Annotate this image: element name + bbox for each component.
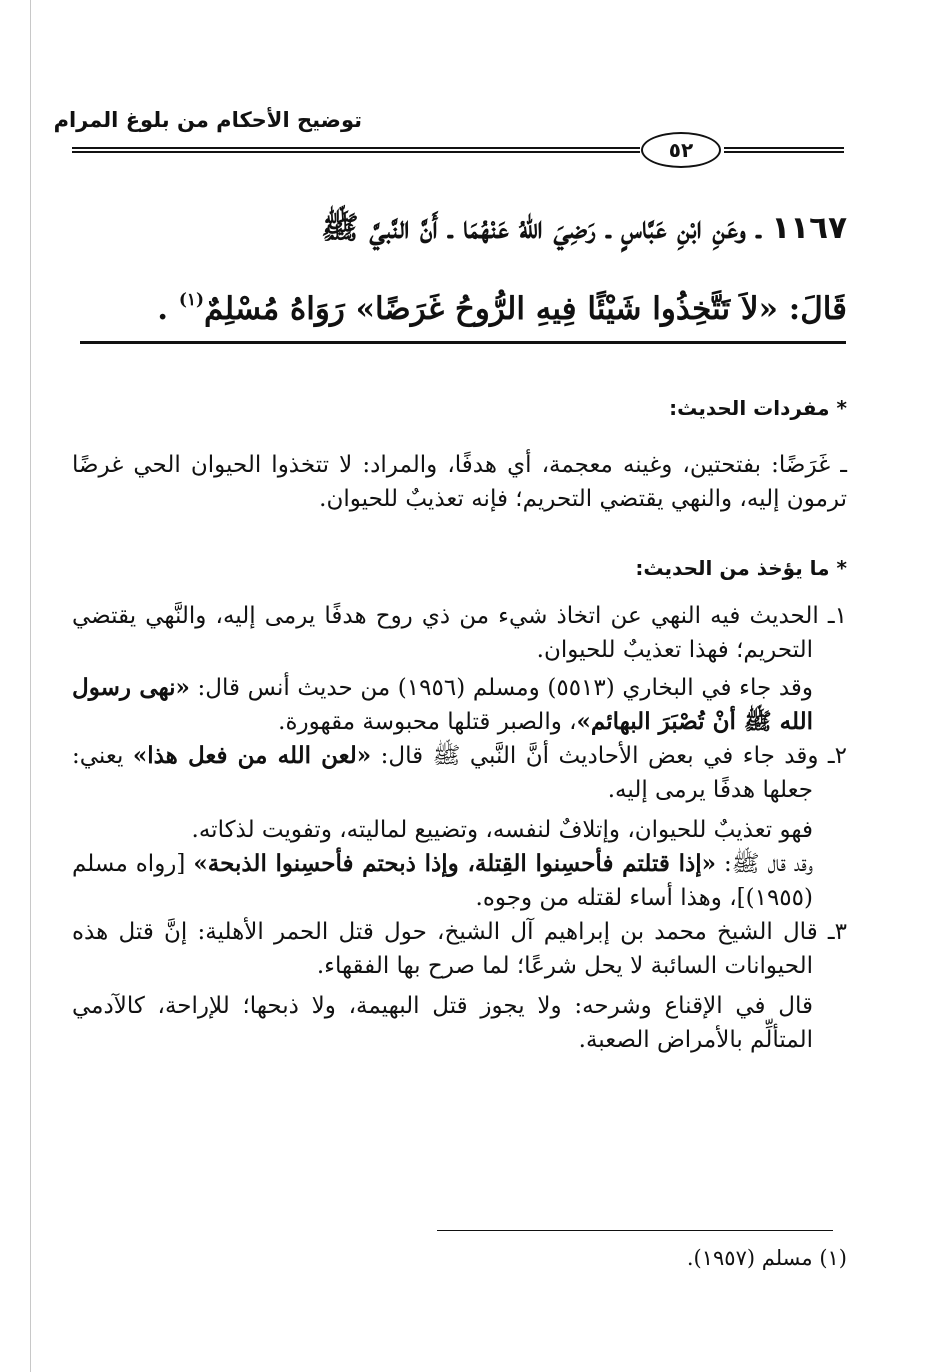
ihsan-intro: وقد قال ﷺ:	[724, 851, 814, 877]
footnote-reference: (١)	[178, 290, 205, 310]
lesson-2-consequence-paragraph: فهو تعذيبٌ للحيوان، وإتلافٌ لنفسه، وتضييع لماليته، وتفويت لذكاته.	[191, 817, 813, 843]
lesson-1-bukhari-paragraph	[72, 671, 847, 739]
hadith-line-2-text: قَالَ: «لاَ تَتَّخِذُوا شَيْئًا فِيهِ الرُّوحُ غَرَضًا» رَوَاهُ مُسْلِمٌ	[204, 291, 847, 327]
hadith-line-2-end: .	[157, 291, 169, 327]
hadith-line-1	[72, 192, 847, 264]
footnote-separator	[437, 1230, 833, 1231]
lessons-section	[72, 599, 847, 1057]
section-heading-lessons: * ما يؤخذ من الحديث:	[635, 556, 847, 580]
lesson-2-hadith-quote: «لعن الله من فعل هذا»	[132, 742, 372, 769]
lesson-3-paragraph: ٣ـ قال الشيخ محمد بن إبراهيم آل الشيخ، حول قتل الحمر الأهلية: إنَّ قتل هذه الحيوانات السائبة لا يحل شرعًا؛ لما صرح بها الفقهاء.	[72, 919, 847, 979]
ihsan-explanation: [رواه مسلم (١٩٥٥)]، وهذا أساء لقتله من وجوه.	[72, 851, 813, 911]
ihsan-hadith-quote: «إذا قتلتم فأحسِنوا القِتلة، وإذا ذبحتم فأحسِنوا الذبحة»	[193, 850, 717, 877]
running-title: توضيح الأحكام من بلوغ المرام	[53, 108, 362, 132]
bukhari-intro: وقد جاء في البخاري (٥٥١٣) ومسلم (١٩٥٦) من حديث أنس قال:	[197, 675, 814, 701]
lesson-2-intro: ٢ـ وقد جاء في بعض الأحاديث أنَّ النَّبي ﷺ قال:	[380, 743, 848, 769]
footnote: (١) مسلم (١٩٥٧).	[686, 1246, 847, 1270]
vocabulary-paragraph: ـ غَرَضًا: بفتحتين، وغينه معجمة، أي هدفًا، والمراد: لا تتخذوا الحيوان الحي غرضًا ترمون إليه، والنهي يقتضي التحريم؛ فإنه تعذيبٌ للحيوان.	[72, 452, 847, 512]
hadith-line-2	[72, 264, 847, 345]
bukhari-explanation: ، والصبر قتلها محبوسة مقهورة.	[278, 709, 577, 735]
hadith-line-1-text: ـ وعَنِ ابْنِ عَبَّاسٍ ـ رَضِيَ اللهُ عَنْهُمَا ـ أَنَّ النَّبيَّ ﷺ	[321, 210, 761, 246]
lesson-2-explanation: يعني: جعلها هدفًا يرمى إليه.	[72, 743, 813, 803]
header-rule-left	[72, 147, 640, 153]
vocabulary-section	[72, 448, 847, 516]
header-rule-right	[724, 147, 844, 153]
hadith-separator	[80, 341, 846, 344]
lesson-1-paragraph: ١ـ الحديث فيه النهي عن اتخاذ شيء من ذي روح هدفًا يرمى إليه، والنَّهي يقتضي التحريم؛ فهذا تعذيبٌ للحيوان.	[72, 603, 847, 663]
hadith-number: ١١٦٧	[771, 210, 847, 246]
hadith-text	[72, 192, 847, 345]
page-number: ٥٢	[641, 132, 721, 168]
lesson-2-ihsan-paragraph	[72, 847, 847, 915]
section-heading-vocabulary: * مفردات الحديث:	[669, 396, 847, 420]
lesson-2-paragraph	[72, 739, 847, 807]
bukhari-hadith-quote: «نهى رسول الله ﷺ أنْ تُصْبَرَ البهائم»	[72, 674, 813, 735]
scan-edge-line	[30, 0, 31, 1372]
lesson-3-iqna-paragraph: قال في الإقناع وشرحه: ولا يجوز قتل البهيمة، ولا ذبحها؛ للإراحة، كالآدمي المتألِّم بالأمراض الصعبة.	[72, 993, 813, 1053]
